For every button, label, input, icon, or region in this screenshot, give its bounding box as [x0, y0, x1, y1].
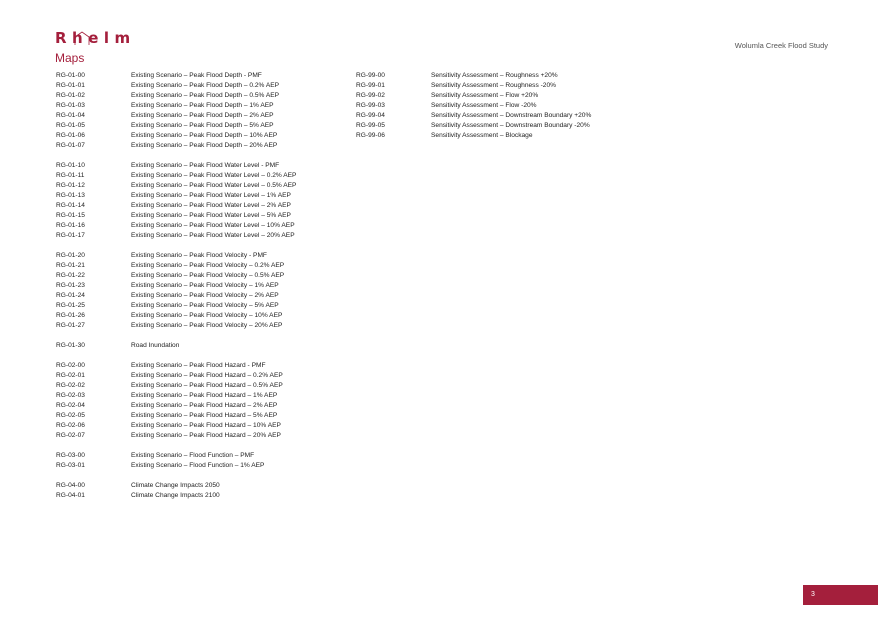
- group-spacer: [56, 331, 296, 341]
- map-title: Existing Scenario – Peak Flood Depth – 1% AEP: [131, 102, 274, 109]
- map-code: RG-02-03: [56, 392, 85, 399]
- map-title: Existing Scenario – Peak Flood Hazard – 1% AEP: [131, 392, 278, 399]
- map-title: Existing Scenario – Peak Flood Water Level – 20% AEP: [131, 232, 295, 239]
- map-title: Existing Scenario – Flood Function – 1% AEP: [131, 462, 265, 469]
- map-list-item: [56, 111, 296, 121]
- map-list-item: [56, 141, 296, 151]
- logo-wordmark: Rhelm: [55, 29, 136, 47]
- map-title: Climate Change Impacts 2050: [131, 482, 220, 489]
- maps-list-right: [356, 71, 591, 141]
- map-code: RG-01-12: [56, 182, 85, 189]
- map-list-item: [356, 81, 591, 91]
- map-title: Existing Scenario – Peak Flood Water Level – 0.2% AEP: [131, 172, 297, 179]
- map-code: RG-01-11: [56, 172, 85, 179]
- map-title: Existing Scenario – Peak Flood Water Level – 1% AEP: [131, 192, 291, 199]
- map-title: Sensitivity Assessment – Downstream Boundary +20%: [431, 112, 592, 119]
- map-list-item: [56, 451, 296, 461]
- map-list-item: [56, 401, 296, 411]
- map-code: RG-01-01: [56, 82, 85, 89]
- map-code: RG-01-27: [56, 322, 85, 329]
- map-list-item: [56, 191, 296, 201]
- map-title: Existing Scenario – Peak Flood Depth – 0.2% AEP: [131, 82, 280, 89]
- map-title: Existing Scenario – Peak Flood Depth – 5% AEP: [131, 122, 274, 129]
- map-list-item: [56, 411, 296, 421]
- group-spacer: [56, 151, 296, 161]
- maps-list-left: [56, 71, 296, 501]
- map-code: RG-01-26: [56, 312, 85, 319]
- map-list-item: [56, 421, 296, 431]
- map-code: RG-99-04: [356, 112, 385, 119]
- map-list-item: [56, 221, 296, 231]
- map-title: Existing Scenario – Peak Flood Velocity – 10% AEP: [131, 312, 283, 319]
- map-title: Sensitivity Assessment – Roughness +20%: [431, 72, 558, 79]
- map-code: RG-99-03: [356, 102, 385, 109]
- map-list-item: [56, 71, 296, 81]
- map-list-item: [56, 161, 296, 171]
- map-list-item: [56, 201, 296, 211]
- map-code: RG-01-03: [56, 102, 85, 109]
- map-title: Existing Scenario – Peak Flood Velocity – 1% AEP: [131, 282, 279, 289]
- map-list-item: [56, 431, 296, 441]
- map-list-item: [56, 101, 296, 111]
- map-title: Existing Scenario – Peak Flood Water Level – 5% AEP: [131, 212, 291, 219]
- map-list-item: [356, 101, 591, 111]
- map-title: Road Inundation: [131, 342, 180, 349]
- map-title: Existing Scenario – Peak Flood Water Level – 2% AEP: [131, 202, 291, 209]
- map-code: RG-99-00: [356, 72, 385, 79]
- map-code: RG-02-01: [56, 372, 85, 379]
- map-title: Existing Scenario – Peak Flood Depth - PMF: [131, 72, 262, 79]
- map-code: RG-01-14: [56, 202, 85, 209]
- map-list-item: [356, 111, 591, 121]
- map-list-item: [356, 71, 591, 81]
- map-title: Existing Scenario – Peak Flood Velocity – 5% AEP: [131, 302, 279, 309]
- map-list-item: [56, 261, 296, 271]
- map-code: RG-01-07: [56, 142, 85, 149]
- map-code: RG-01-04: [56, 112, 85, 119]
- map-title: Existing Scenario – Peak Flood Depth – 0.5% AEP: [131, 92, 280, 99]
- map-code: RG-01-06: [56, 132, 85, 139]
- group-spacer: [56, 441, 296, 451]
- group-spacer: [56, 241, 296, 251]
- map-code: RG-01-22: [56, 272, 85, 279]
- map-code: RG-01-25: [56, 302, 85, 309]
- map-code: RG-03-00: [56, 452, 85, 459]
- map-title: Sensitivity Assessment – Roughness -20%: [431, 82, 556, 89]
- map-title: Existing Scenario – Peak Flood Hazard – 0.5% AEP: [131, 382, 283, 389]
- map-title: Existing Scenario – Peak Flood Velocity – 0.2% AEP: [131, 262, 285, 269]
- map-code: RG-02-05: [56, 412, 85, 419]
- map-title: Existing Scenario – Peak Flood Water Level – 10% AEP: [131, 222, 295, 229]
- map-code: RG-02-00: [56, 362, 85, 369]
- rhelm-logo: [55, 28, 135, 50]
- map-list-item: [56, 291, 296, 301]
- map-code: RG-02-02: [56, 382, 85, 389]
- map-code: RG-02-04: [56, 402, 85, 409]
- map-list-item: [56, 211, 296, 221]
- map-title: Existing Scenario – Peak Flood Hazard – 2% AEP: [131, 402, 278, 409]
- map-list-item: [356, 91, 591, 101]
- map-code: RG-01-10: [56, 162, 85, 169]
- map-title: Existing Scenario – Peak Flood Depth – 20% AEP: [131, 142, 278, 149]
- map-code: RG-01-00: [56, 72, 85, 79]
- page-number-badge: [803, 585, 878, 605]
- map-code: RG-99-06: [356, 132, 385, 139]
- map-list-item: [56, 491, 296, 501]
- map-list-item: [56, 461, 296, 471]
- map-code: RG-01-24: [56, 292, 85, 299]
- map-list-item: [56, 251, 296, 261]
- page-number: 3: [811, 591, 815, 598]
- map-title: Existing Scenario – Peak Flood Depth – 2% AEP: [131, 112, 274, 119]
- map-list-item: [56, 341, 296, 351]
- map-title: Sensitivity Assessment – Flow -20%: [431, 102, 537, 109]
- map-list-item: [56, 361, 296, 371]
- map-list-item: [56, 391, 296, 401]
- map-code: RG-03-01: [56, 462, 85, 469]
- map-code: RG-02-06: [56, 422, 85, 429]
- map-code: RG-01-13: [56, 192, 85, 199]
- map-title: Existing Scenario – Peak Flood Hazard – 10% AEP: [131, 422, 281, 429]
- map-list-item: [56, 321, 296, 331]
- map-list-item: [56, 121, 296, 131]
- map-list-item: [56, 91, 296, 101]
- section-title: Maps: [55, 51, 85, 65]
- map-list-item: [56, 311, 296, 321]
- map-list-item: [56, 231, 296, 241]
- map-list-item: [56, 371, 296, 381]
- map-code: RG-01-15: [56, 212, 85, 219]
- map-code: RG-01-02: [56, 92, 85, 99]
- map-code: RG-04-01: [56, 492, 85, 499]
- map-title: Existing Scenario – Peak Flood Velocity – 0.5% AEP: [131, 272, 285, 279]
- map-title: Existing Scenario – Flood Function – PMF: [131, 452, 255, 459]
- map-code: RG-01-20: [56, 252, 85, 259]
- map-code: RG-01-21: [56, 262, 85, 269]
- map-title: Climate Change Impacts 2100: [131, 492, 220, 499]
- document-title: Wolumla Creek Flood Study: [734, 41, 828, 50]
- map-list-item: [56, 301, 296, 311]
- map-list-item: [56, 81, 296, 91]
- map-title: Existing Scenario – Peak Flood Water Level – 0.5% AEP: [131, 182, 297, 189]
- map-code: RG-01-23: [56, 282, 85, 289]
- map-title: Existing Scenario – Peak Flood Hazard – 20% AEP: [131, 432, 281, 439]
- map-title: Existing Scenario – Peak Flood Depth – 10% AEP: [131, 132, 278, 139]
- map-title: Sensitivity Assessment – Downstream Boundary -20%: [431, 122, 590, 129]
- group-spacer: [56, 351, 296, 361]
- map-title: Existing Scenario – Peak Flood Hazard – 0.2% AEP: [131, 372, 283, 379]
- map-title: Sensitivity Assessment – Blockage: [431, 132, 533, 139]
- map-title: Sensitivity Assessment – Flow +20%: [431, 92, 539, 99]
- map-code: RG-99-02: [356, 92, 385, 99]
- map-code: RG-99-05: [356, 122, 385, 129]
- map-title: Existing Scenario – Peak Flood Water Level - PMF: [131, 162, 280, 169]
- map-code: RG-01-16: [56, 222, 85, 229]
- map-code: RG-99-01: [356, 82, 385, 89]
- map-list-item: [56, 381, 296, 391]
- map-title: Existing Scenario – Peak Flood Velocity - PMF: [131, 252, 267, 259]
- map-code: RG-01-05: [56, 122, 85, 129]
- map-code: RG-01-30: [56, 342, 85, 349]
- map-title: Existing Scenario – Peak Flood Velocity – 2% AEP: [131, 292, 279, 299]
- map-list-item: [56, 271, 296, 281]
- map-code: RG-01-17: [56, 232, 85, 239]
- map-list-item: [56, 281, 296, 291]
- map-list-item: [56, 481, 296, 491]
- map-list-item: [56, 181, 296, 191]
- map-list-item: [356, 131, 591, 141]
- map-list-item: [356, 121, 591, 131]
- group-spacer: [56, 471, 296, 481]
- map-code: RG-04-00: [56, 482, 85, 489]
- map-title: Existing Scenario – Peak Flood Hazard - PMF: [131, 362, 266, 369]
- map-title: Existing Scenario – Peak Flood Velocity – 20% AEP: [131, 322, 283, 329]
- map-list-item: [56, 131, 296, 141]
- map-code: RG-02-07: [56, 432, 85, 439]
- map-title: Existing Scenario – Peak Flood Hazard – 5% AEP: [131, 412, 278, 419]
- map-list-item: [56, 171, 296, 181]
